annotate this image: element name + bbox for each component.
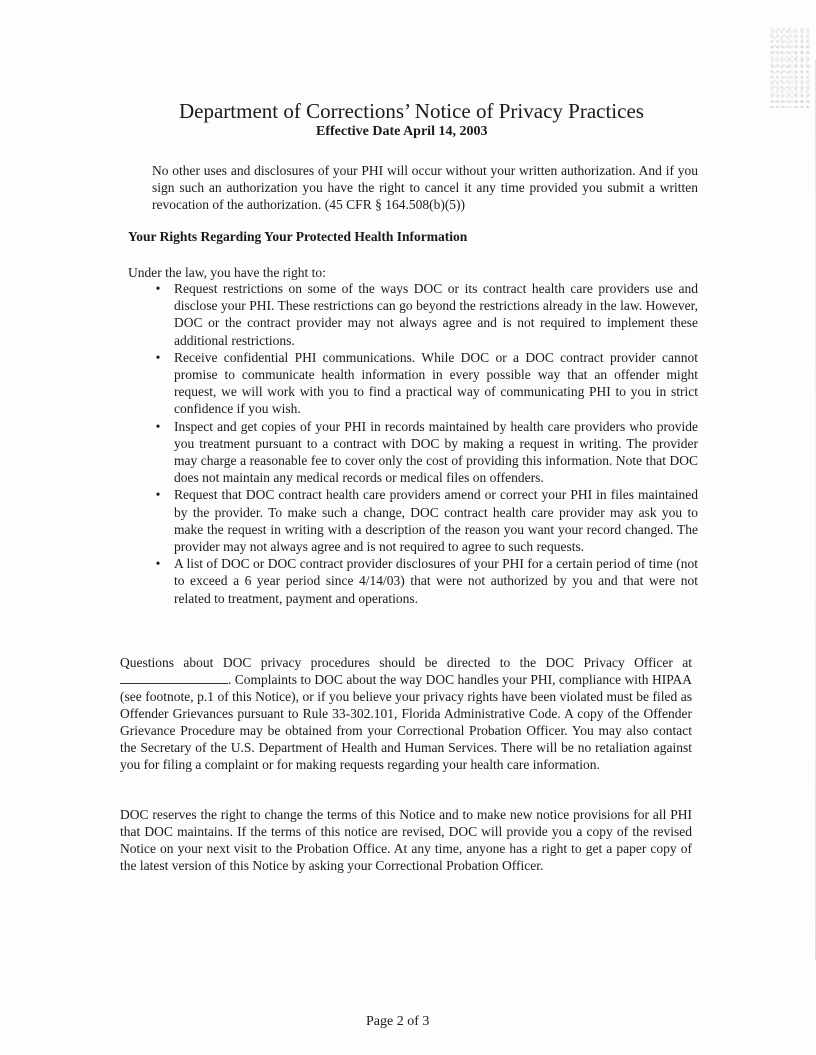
bullet-icon: •: [155, 281, 161, 296]
rights-list: [128, 280, 698, 607]
bullet-icon: •: [155, 418, 161, 434]
rights-intro: Under the law, you have the right to:: [128, 265, 326, 280]
rights-list-item: [128, 486, 698, 555]
notice-title: Department of Corrections’ Notice of Privacy Practices: [179, 99, 644, 123]
page-number: Page 2 of 3: [366, 1014, 430, 1029]
rights-list-item: [128, 418, 698, 487]
privacy-officer-blank: [120, 671, 228, 684]
bullet-icon: •: [155, 487, 161, 503]
questions-text-rest: . Complaints to DOC about the way DOC handles your PHI, compliance with HIPAA (see footnote, p.1 of this Notice), or if you believe your privacy rights have been violated must be filed as Offender Grievances pursuant to Rule 33-302.101, Florida Administrative Code. A copy of the Offender Grievance Procedure may be obtained from your Correctional Probation Officer. You may also contact the Secretary of the U.S. Department of Health and Human Services. There will be no retaliation against you for filing a complaint or for making requests regarding your health care information.: [120, 672, 692, 772]
intro-paragraph: No other uses and disclosures of your PHI will occur without your written authorization. And if you sign such an authorization you have the right to cancel it any time provided you submit a written revocation of the authorization. (45 CFR § 164.508(b)(5)): [152, 163, 698, 212]
rights-list-item: [128, 555, 698, 607]
rights-item-text: Request that DOC contract health care providers amend or correct your PHI in files maintained by the provider. To make such a change, DOC contract health care provider may ask you to make the request in writing with a description of the reason you want your record changed. The provider may not always agree and is not required to agree to such requests.: [174, 487, 698, 555]
rights-item-text: Receive confidential PHI communications. While DOC or a DOC contract provider cannot promise to communicate health information in every possible way that an offender might request, we will work with you to find a practical way of communicating PHI to you in strict confidence if you wish.: [174, 349, 698, 417]
rights-item-text: Inspect and get copies of your PHI in records maintained by health care providers who provide you treatment pursuant to a contract with DOC by making a request in writing. The provider may charge a reasonable fee to cover only the cost of providing this information. Note that DOC does not maintain any medical records or medical files on offenders.: [174, 418, 698, 486]
effective-date: Effective Date April 14, 2003: [316, 124, 488, 139]
rights-list-item: [128, 280, 698, 349]
scan-artifact: [770, 28, 810, 108]
rights-list-item: [128, 349, 698, 418]
rights-item-text: A list of DOC or DOC contract provider disclosures of your PHI for a certain period of time (not to exceed a 6 year period since 4/14/03) that were not authorized by you and that were not related to treatment, payment and operations.: [174, 556, 698, 606]
bullet-icon: •: [155, 349, 161, 365]
questions-text-start: Questions about DOC privacy procedures should be directed to the DOC Privacy Officer at: [120, 655, 692, 670]
reserves-paragraph: DOC reserves the right to change the terms of this Notice and to make new notice provisions for all PHI that DOC maintains. If the terms of this notice are revised, DOC will provide you a copy of the revised Notice on your next visit to the Probation Office. At any time, anyone has a right to get a paper copy of the latest version of this Notice by asking your Correctional Probation Officer.: [120, 807, 692, 873]
bullet-icon: •: [155, 556, 161, 572]
rights-item-text: Request restrictions on some of the ways DOC or its contract health care providers use and disclose your PHI. These restrictions can go beyond the restrictions already in the law. However, DOC or the contract provider may not always agree and is not required to implement these additional restrictions.: [174, 281, 698, 348]
questions-paragraph: [120, 654, 692, 773]
rights-section-heading: Your Rights Regarding Your Protected Health Information: [128, 229, 468, 244]
